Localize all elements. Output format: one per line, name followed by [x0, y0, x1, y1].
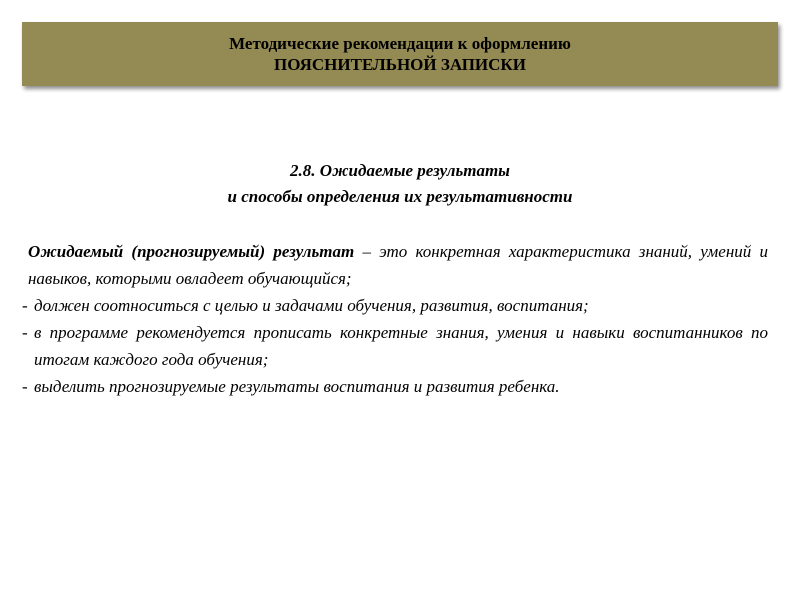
header-title-line2: ПОЯСНИТЕЛЬНОЙ ЗАПИСКИ [274, 55, 526, 74]
bullet-dash: - [22, 377, 28, 396]
bullet-text: выделить прогнозируемые результаты воспитания и развития ребенка. [34, 377, 560, 396]
bullet-dash: - [22, 296, 28, 315]
bullet-item [22, 373, 768, 400]
bullet-item [22, 292, 768, 319]
section-title-line2: и способы определения их результативности [227, 187, 573, 206]
header-title-line1: Методические рекомендации к оформлению [229, 34, 571, 53]
section-title-line1: 2.8. Ожидаемые результаты [290, 161, 510, 180]
body-text [22, 238, 768, 400]
bullet-dash: - [22, 323, 28, 342]
bullet-item [22, 319, 768, 373]
section-title [0, 158, 800, 210]
header-banner [22, 22, 778, 86]
bullet-text: в программе рекомендуется прописать конкретные знания, умения и навыки воспитанников по итогам каждого года обучения; [34, 323, 768, 369]
definition-text: – это конкретная характеристика знаний, умений и навыков, которыми овладеет обучающийся; [28, 242, 768, 288]
bullet-text: должен соотноситься с целью и задачами обучения, развития, воспитания; [34, 296, 589, 315]
definition-paragraph [28, 238, 768, 292]
definition-term: Ожидаемый (прогнозируемый) результат [28, 242, 355, 261]
